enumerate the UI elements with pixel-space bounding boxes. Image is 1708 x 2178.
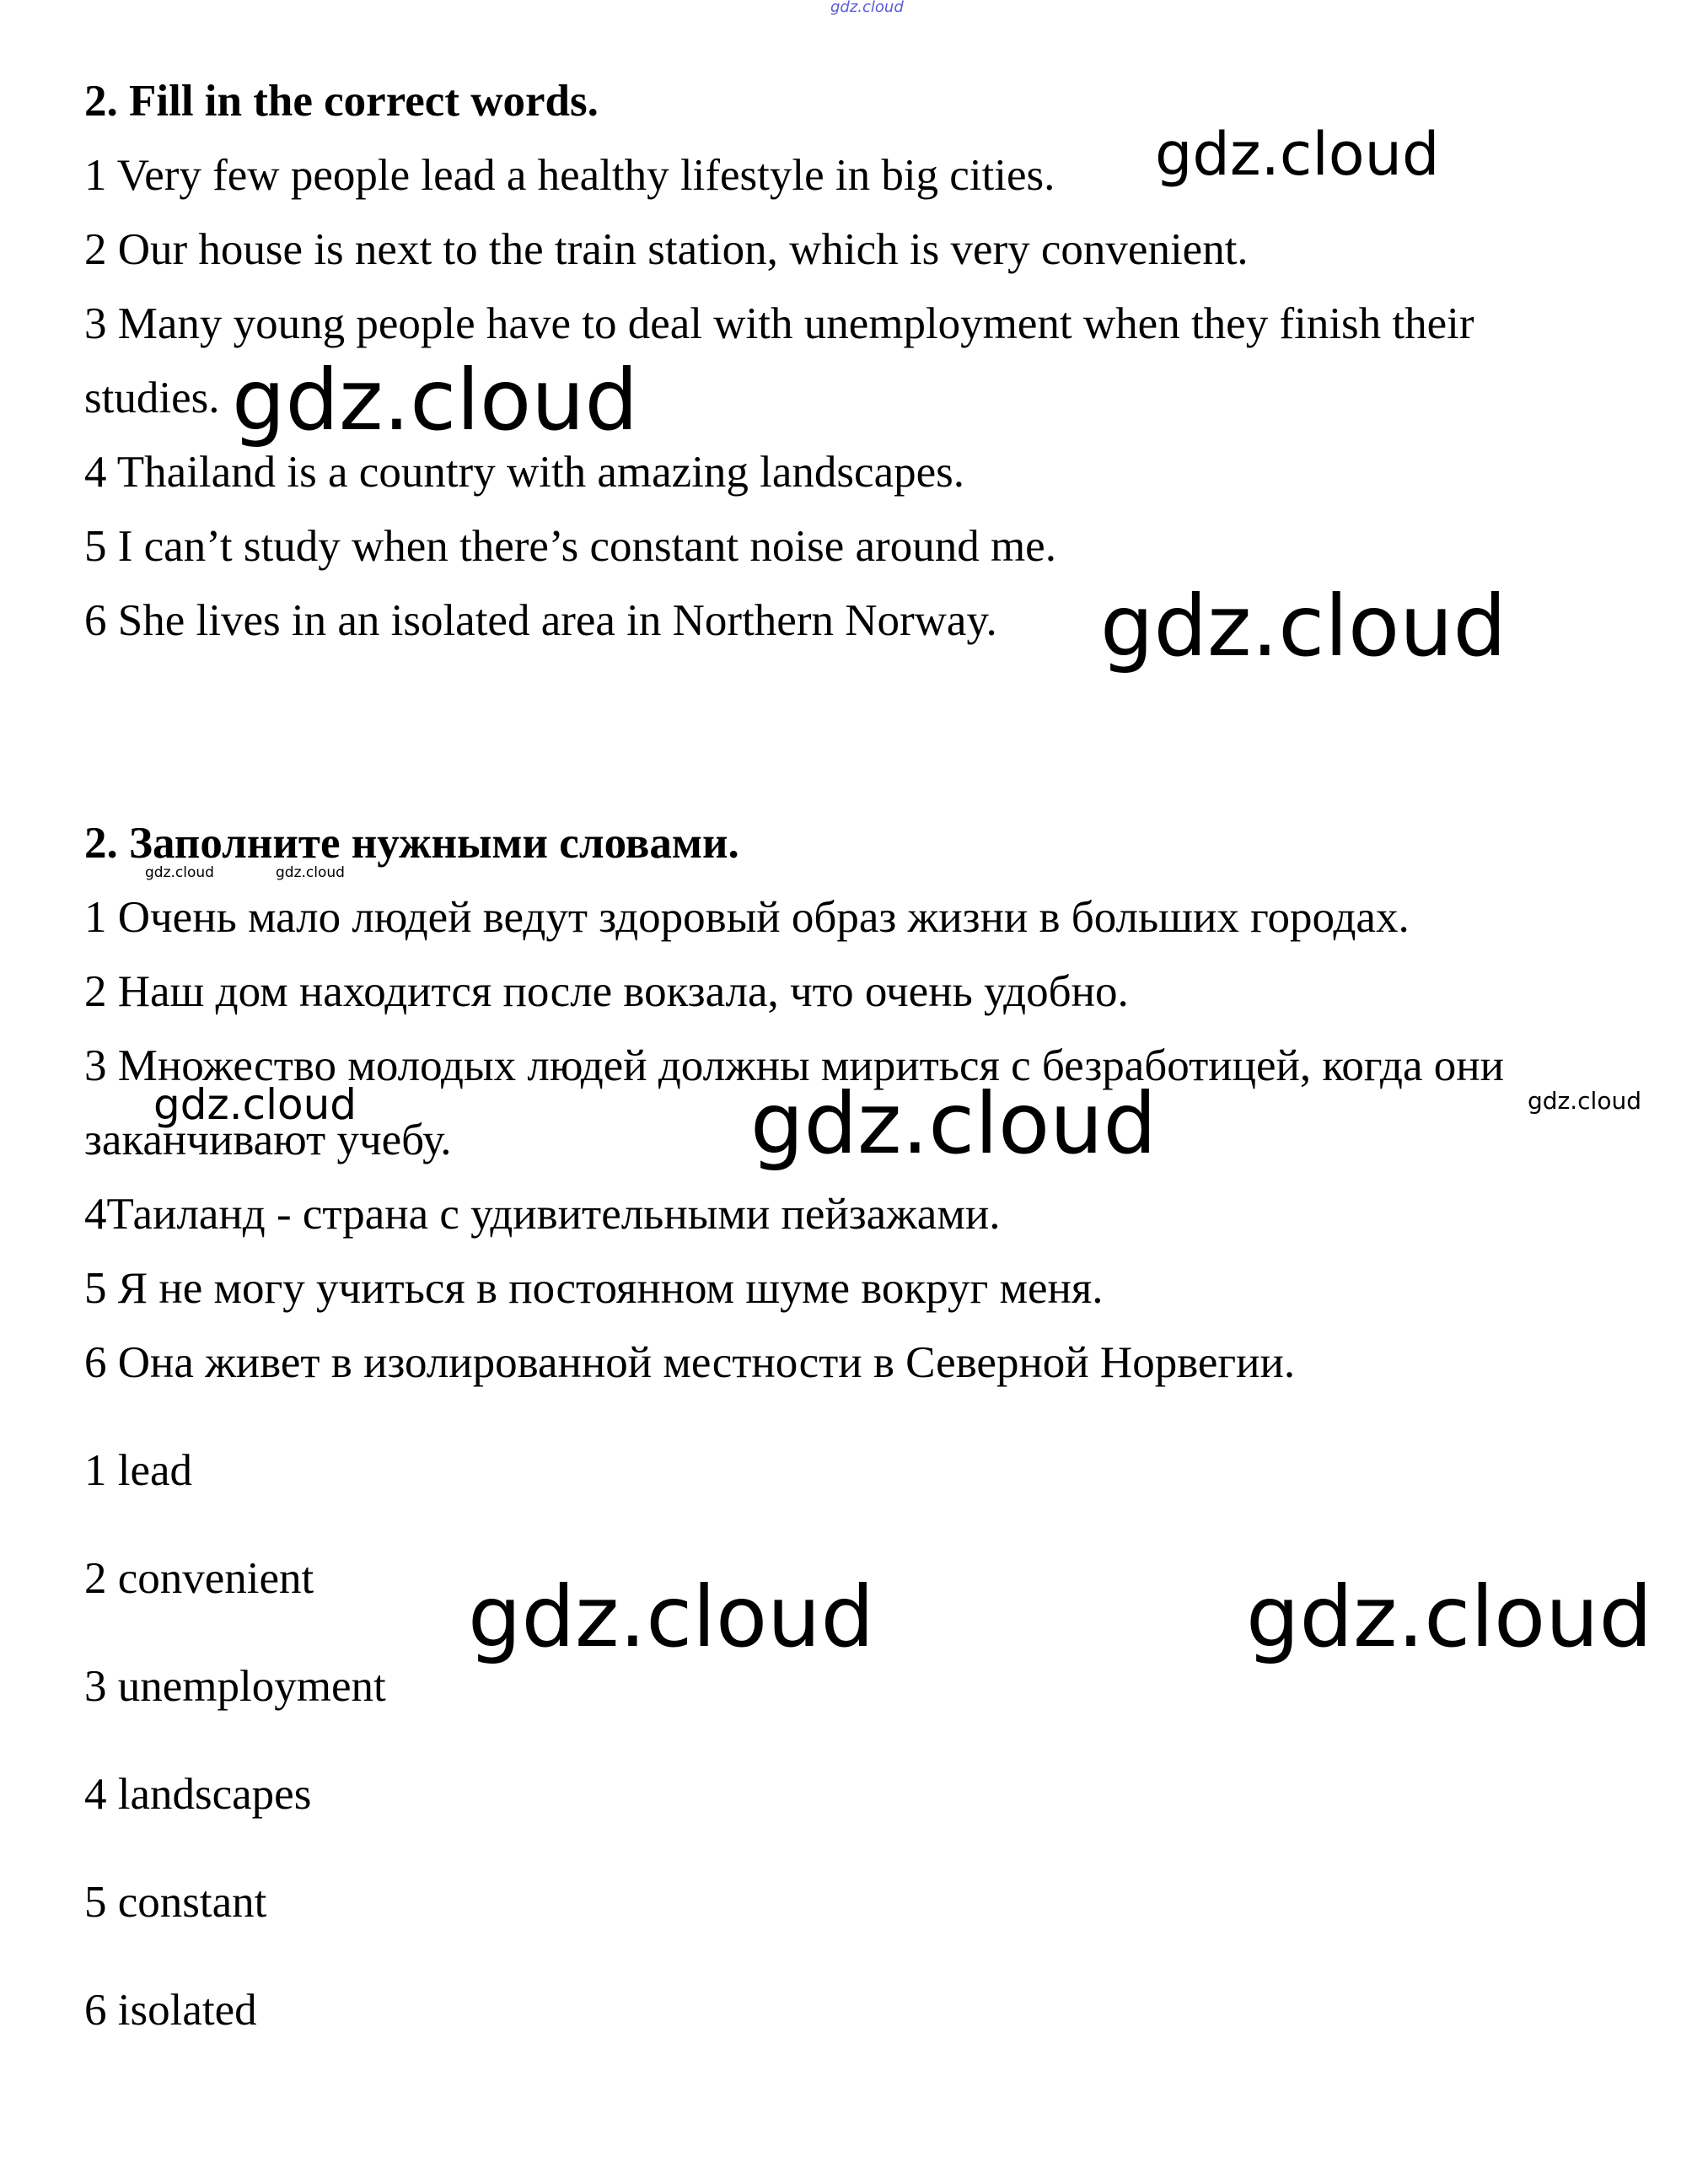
watermark: gdz.cloud bbox=[468, 1568, 875, 1666]
answer-4: 4 landscapes bbox=[84, 1770, 312, 1819]
watermark: gdz.cloud bbox=[145, 864, 214, 881]
english-sentence-3-cont: studies. bbox=[84, 374, 220, 422]
russian-sentence-3: 3 Множество молодых людей должны мириться с безработицей, когда они bbox=[84, 1041, 1504, 1090]
answer-2: 2 convenient bbox=[84, 1554, 314, 1603]
watermark: gdz.cloud bbox=[276, 864, 345, 881]
answer-5: 5 constant bbox=[84, 1878, 267, 1927]
watermark: gdz.cloud bbox=[232, 351, 639, 449]
russian-sentence-5: 5 Я не могу учиться в постоянном шуме вокруг меня. bbox=[84, 1264, 1104, 1313]
answer-6: 6 isolated bbox=[84, 1986, 257, 2035]
watermark: gdz.cloud bbox=[1528, 1087, 1641, 1115]
russian-title: 2. Заполните нужными словами. bbox=[84, 819, 739, 868]
russian-sentence-6: 6 Она живет в изолированной местности в Северной Норвегии. bbox=[84, 1338, 1296, 1387]
russian-sentence-3-cont: заканчивают учебу. bbox=[84, 1116, 452, 1164]
russian-sentence-2: 2 Наш дом находится после вокзала, что очень удобно. bbox=[84, 967, 1129, 1016]
watermark: gdz.cloud bbox=[153, 1080, 357, 1129]
english-sentence-2: 2 Our house is next to the train station, which is very convenient. bbox=[84, 225, 1249, 274]
watermark: gdz.cloud bbox=[1155, 120, 1440, 189]
watermark: gdz.cloud bbox=[1100, 577, 1507, 675]
english-sentence-1: 1 Very few people lead a healthy lifestyle in big cities. bbox=[84, 151, 1055, 200]
russian-sentence-4: 4Таиланд - страна с удивительными пейзажами. bbox=[84, 1190, 1001, 1239]
answer-3: 3 unemployment bbox=[84, 1662, 386, 1711]
english-title: 2. Fill in the correct words. bbox=[84, 77, 599, 126]
answer-1: 1 lead bbox=[84, 1446, 193, 1495]
watermark: gdz.cloud bbox=[750, 1074, 1157, 1173]
russian-sentence-1: 1 Очень мало людей ведут здоровый образ жизни в больших городах. bbox=[84, 893, 1410, 942]
english-sentence-5: 5 I can’t study when there’s constant noise around me. bbox=[84, 522, 1056, 571]
english-sentence-6: 6 She lives in an isolated area in Northern Norway. bbox=[84, 596, 997, 645]
watermark: gdz.cloud bbox=[1246, 1568, 1653, 1666]
header-watermark: gdz.cloud bbox=[830, 0, 904, 16]
english-sentence-3: 3 Many young people have to deal with unemployment when they finish their bbox=[84, 299, 1474, 348]
english-sentence-4: 4 Thailand is a country with amazing landscapes. bbox=[84, 448, 965, 497]
